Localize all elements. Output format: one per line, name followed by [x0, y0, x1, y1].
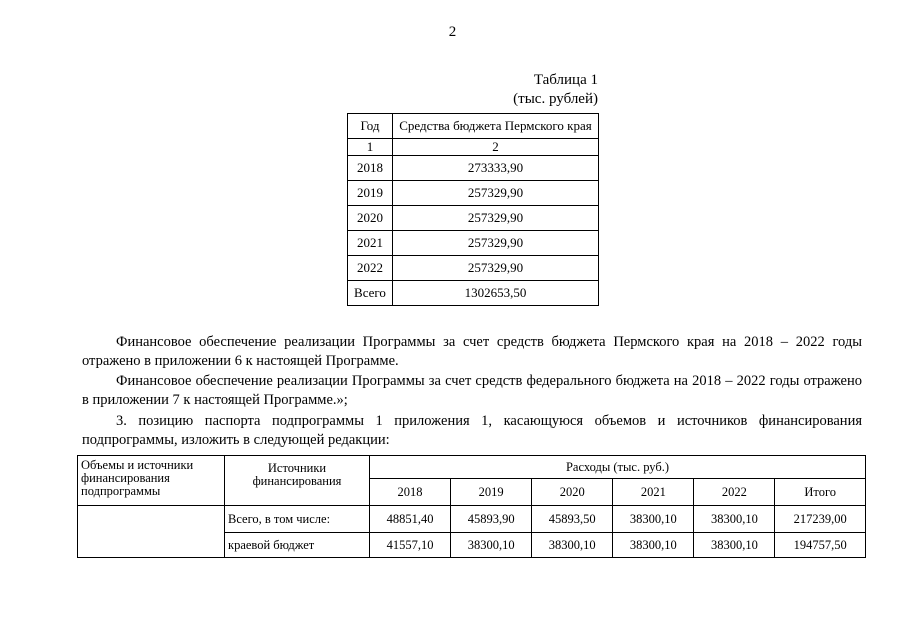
table-numbering-row	[348, 139, 599, 156]
table-cell-value: 48851,40	[370, 506, 451, 533]
table-cell-value: 38300,10	[532, 533, 613, 558]
column-header-total: Итого	[775, 479, 866, 506]
table-caption-title: Таблица 1	[533, 72, 598, 88]
table-cell-value: 41557,10	[370, 533, 451, 558]
column-header-sources: Источники финансирования	[225, 456, 370, 506]
table-caption	[420, 71, 598, 109]
column-header-year: 2020	[532, 479, 613, 506]
column-header-volumes: Объемы и источники финансирования подпрограммы	[78, 456, 225, 506]
table-cell-amount: 257329,90	[393, 256, 599, 281]
table-cell-value: 38300,10	[694, 506, 775, 533]
table-cell-amount: 257329,90	[393, 206, 599, 231]
table-cell-year: 2020	[348, 206, 393, 231]
paragraph-amendment-item-3: 3. позицию паспорта подпрограммы 1 приложения 1, касающуюся объемов и источников финансирования подпрограммы, изложить в следующей редакции:	[82, 413, 862, 448]
table-cell: 1	[348, 139, 393, 156]
table-cell-year: Всего	[348, 281, 393, 306]
table-cell-year: 2022	[348, 256, 393, 281]
table-cell-source: Всего, в том числе:	[225, 506, 370, 533]
table-cell-source: краевой бюджет	[225, 533, 370, 558]
table-cell-value: 38300,10	[694, 533, 775, 558]
column-header-expenses: Расходы (тыс. руб.)	[370, 456, 866, 479]
table-cell-value: 38300,10	[613, 506, 694, 533]
column-header-year: 2022	[694, 479, 775, 506]
table-row	[348, 156, 599, 181]
table-cell-value: 45893,50	[532, 506, 613, 533]
table-row	[78, 506, 866, 533]
table-row	[348, 206, 599, 231]
table-row	[348, 256, 599, 281]
table-cell-empty	[78, 506, 225, 558]
table-cell-year: 2021	[348, 231, 393, 256]
paragraph-regional-funding: Финансовое обеспечение реализации Программы за счет средств бюджета Пермского края на 2018 – 2022 годы отражено в приложении 6 к настоящей Программе.	[82, 334, 862, 369]
column-header-year: Год	[348, 114, 393, 139]
table-cell-amount: 257329,90	[393, 231, 599, 256]
budget-by-year-table	[347, 113, 599, 306]
table-row	[348, 231, 599, 256]
table-cell-year: 2019	[348, 181, 393, 206]
page-number: 2	[448, 24, 457, 40]
table-cell-total: 194757,50	[775, 533, 866, 558]
table-cell-amount: 1302653,50	[393, 281, 599, 306]
column-header-budget: Средства бюджета Пермского края	[393, 114, 599, 139]
table-row-total	[348, 281, 599, 306]
table-cell-amount: 257329,90	[393, 181, 599, 206]
table-cell-total: 217239,00	[775, 506, 866, 533]
table-cell-value: 38300,10	[613, 533, 694, 558]
table-cell: 2	[393, 139, 599, 156]
column-header-year: 2019	[451, 479, 532, 506]
subprogram-financing-table	[77, 455, 866, 558]
table-cell-year: 2018	[348, 156, 393, 181]
paragraph-federal-funding: Финансовое обеспечение реализации Программы за счет средств федерального бюджета на 2018 – 2022 годы отражено в приложении 7 к настоящей Программе.»;	[82, 373, 862, 408]
table-cell-value: 45893,90	[451, 506, 532, 533]
table-caption-units: (тыс. рублей)	[513, 91, 598, 107]
column-header-year: 2021	[613, 479, 694, 506]
table-row	[348, 181, 599, 206]
column-header-year: 2018	[370, 479, 451, 506]
table-cell-amount: 273333,90	[393, 156, 599, 181]
table-cell-value: 38300,10	[451, 533, 532, 558]
